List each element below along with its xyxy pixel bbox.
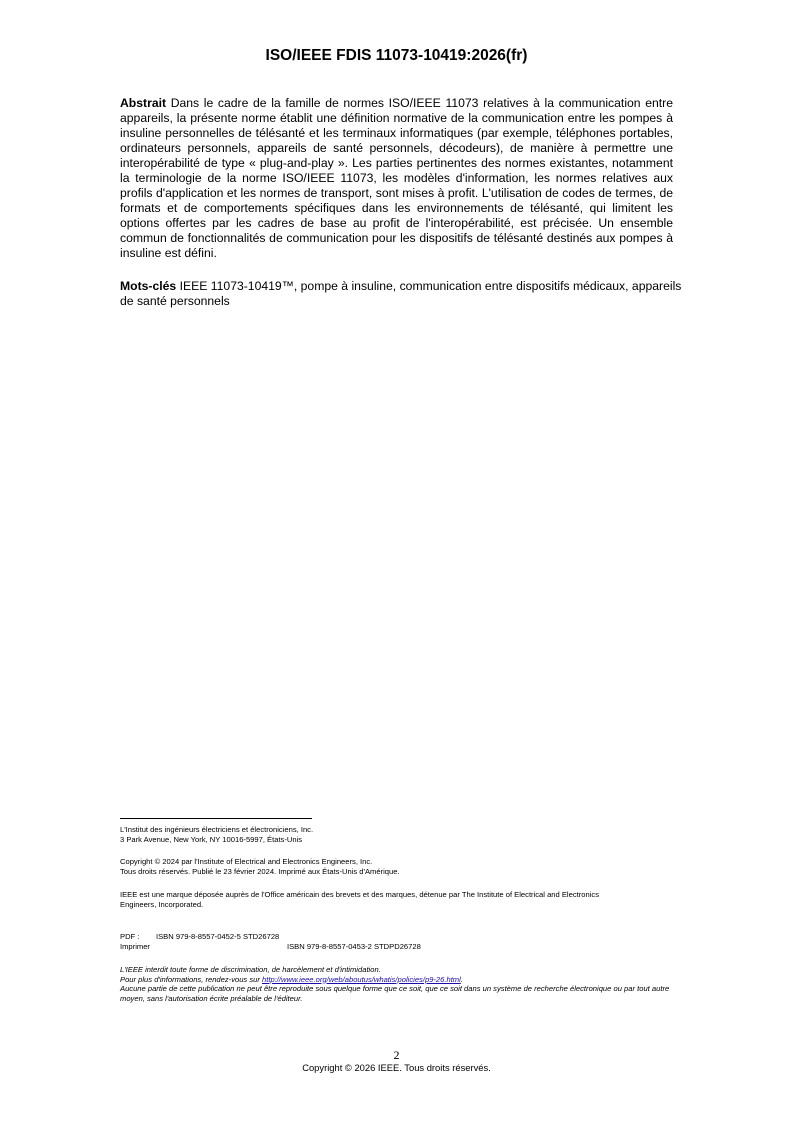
keywords-paragraph — [120, 279, 690, 309]
policy-line-2-suffix: . — [460, 974, 463, 984]
footer-copyright: Copyright © 2026 IEEE. Tous droits réservés. — [302, 1062, 491, 1073]
footnote-separator — [120, 818, 312, 819]
keywords-text: IEEE 11073-10419™, pompe à insuline, communication entre dispositifs médicaux, appareils de santé personnels — [120, 279, 682, 308]
isbn-print-value: ISBN 979-8-8557-0453-2 STDPD26728 — [287, 941, 421, 951]
institute-name: L'Institut des ingénieurs électriciens et électroniciens, Inc. — [120, 825, 314, 834]
trademark-line-cont: Engineers, Incorporated. — [120, 899, 204, 909]
document-title: ISO/IEEE FDIS 11073-10419:2026(fr) — [265, 47, 528, 64]
footnote-trademark — [120, 890, 680, 909]
footnote-isbn — [120, 932, 680, 951]
policy-line-2-prefix: Pour plus d'informations, rendez-vous sur — [120, 974, 263, 984]
trademark-line: IEEE est une marque déposée auprès de l'Office américain des brevets et des marques, détenue par The Institute of Electrical and Electronics — [120, 890, 599, 899]
policy-line-3: Aucune partie de cette publication ne peut être reproduite sous quelque forme que ce soit, que ce soit dans un système de recherche électronique ou par tout autre moyen, sans l'autorisation écrite préalable de l'éditeur. — [120, 984, 670, 1003]
keywords-label: Mots-clés — [120, 279, 177, 293]
abstract-text: Dans le cadre de la famille de normes ISO/IEEE 11073 relatives à la communication entre appareils, la présente norme établit une définition normative de la communication entre les pompes à insuline personnelles de télésanté et les terminaux informatiques (par exemple, téléphones portables, ordinateurs personnels, appareils de santé personnels, décodeurs), de manière à permettre une interopérabilité de type « plug-and-play ». Les parties pertinentes des normes existantes, notamment la terminologie de la norme ISO/IEEE 11073, les modèles d'information, les normes relatives aux profils d'application et les normes de transport, sont mises à profit. L'utilisation de codes de termes, de formats et de comportements spécifiques dans les environnements de télésanté, qui limitent les options offertes par les cadres de base au profit de l'interopérabilité, est précisée. Un ensemble commun de fonctionnalités de communication pour les dispositifs de télésanté destinés aux pompes à insuline est défini. — [120, 96, 673, 260]
isbn-pdf-label: PDF : — [120, 932, 140, 941]
isbn-pdf-row — [120, 932, 680, 942]
isbn-print-label: Imprimer — [120, 941, 150, 951]
abstract-paragraph — [120, 96, 673, 261]
footnote-policy — [120, 965, 680, 1003]
abstract-label: Abstrait — [120, 96, 167, 110]
policy-link[interactable]: http://www.ieee.org/web/aboutus/whatis/policies/p9-26.html — [262, 974, 461, 984]
copyright-line: Copyright © 2024 par l'Institute of Electrical and Electronics Engineers, Inc. — [120, 857, 373, 866]
footnote-copyright — [120, 857, 680, 876]
page-number: 2 — [393, 1048, 400, 1062]
policy-line-1: L'IEEE interdit toute forme de discrimination, de harcèlement et d'intimidation. — [120, 965, 381, 974]
isbn-pdf-value: ISBN 979-8-8557-0452-5 STD26728 — [156, 932, 280, 941]
isbn-print-row — [120, 942, 680, 952]
policy-line-2 — [120, 975, 680, 985]
rights-line: Tous droits réservés. Publié le 23 février 2024. Imprimé aux États-Unis d'Amérique. — [120, 866, 400, 876]
institute-address: 3 Park Avenue, New York, NY 10016-5997, États-Unis — [120, 834, 303, 844]
footnote-institute — [120, 825, 680, 844]
